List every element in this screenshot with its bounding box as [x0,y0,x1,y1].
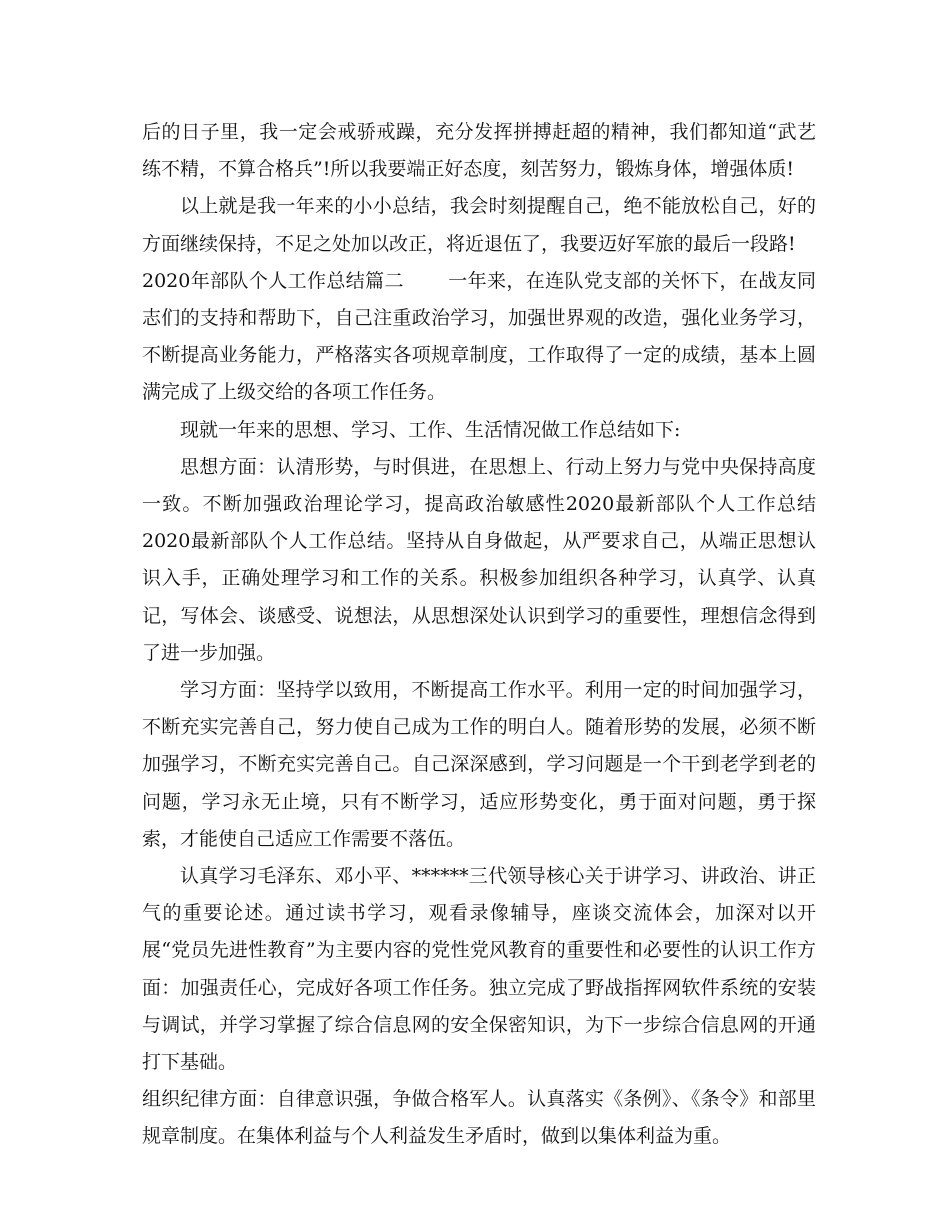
paragraph-continuation: 后的日子里，我一定会戒骄戒躁，充分发挥拼搏赶超的精神，我们都知道“武艺练不精，不算合格兵”!所以我要端正好态度，刻苦努力，锻炼身体，增强体质! [142,121,816,181]
paragraph-study: 学习方面：坚持学以致用，不断提高工作水平。利用一定的时间加强学习，不断充实完善自己，努力使自己成为工作的明白人。随着形势的发展，必须不断加强学习，不断充实完善自己。自己深深感到，学习问题是一个干到老学到老的问题，学习永无止境，只有不断学习，适应形势变化，勇于面对问题，勇于探索，才能使自己适应工作需要不落伍。 [142,679,816,850]
paragraph-overview: 现就一年来的思想、学习、工作、生活情况做工作总结如下: [180,418,681,441]
paragraph-section-two [142,263,816,412]
paragraph-summary-closing: 以上就是我一年来的小小总结，我会时刻提醒自己，绝不能放松自己，好的方面继续保持，不足之处加以改正，将近退伍了，我要迈好军旅的最后一段路! [142,195,816,255]
section-heading: 2020年部队个人工作总结篇二 [142,269,404,292]
section-intro-text: 一年来，在连队党支部的关怀下，在战友同志们的支持和帮助下，自己注重政治学习，加强世界观的改造，强化业务学习，不断提高业务能力，严格落实各项规章制度，工作取得了一定的成绩，基本上圆满完成了上级交给的各项工作任务。 [142,269,816,404]
document-body [142,114,816,1156]
paragraph-leadership-study: 认真学习毛泽东、邓小平、******三代领导核心关于讲学习、讲政治、讲正气的重要论述。通过读书学习，观看录像辅导，座谈交流体会，加深对以开展“党员先进性教育”为主要内容的党性党风教育的重要性和必要性的认识工作方面：加强责任心，完成好各项工作任务。独立完成了野战指挥网软件系统的安装与调试，并学习掌握了综合信息网的安全保密知识，为下一步综合信息网的开通打下基础。 [142,865,816,1074]
paragraph-discipline: 组织纪律方面：自律意识强，争做合格军人。认真落实《条例》、《条令》和部里规章制度。在集体利益与个人利益发生矛盾时，做到以集体利益为重。 [142,1088,816,1148]
paragraph-thought: 思想方面：认清形势，与时俱进，在思想上、行动上努力与党中央保持高度一致。不断加强政治理论学习，提高政治敏感性2020最新部队个人工作总结2020最新部队个人工作总结。坚持从自身做起，从严要求自己，从端正思想认识入手，正确处理学习和工作的关系。积极参加组织各种学习，认真学、认真记，写体会、谈感受、说想法，从思想深处认识到学习的重要性，理想信念得到了进一步加强。 [142,455,816,664]
